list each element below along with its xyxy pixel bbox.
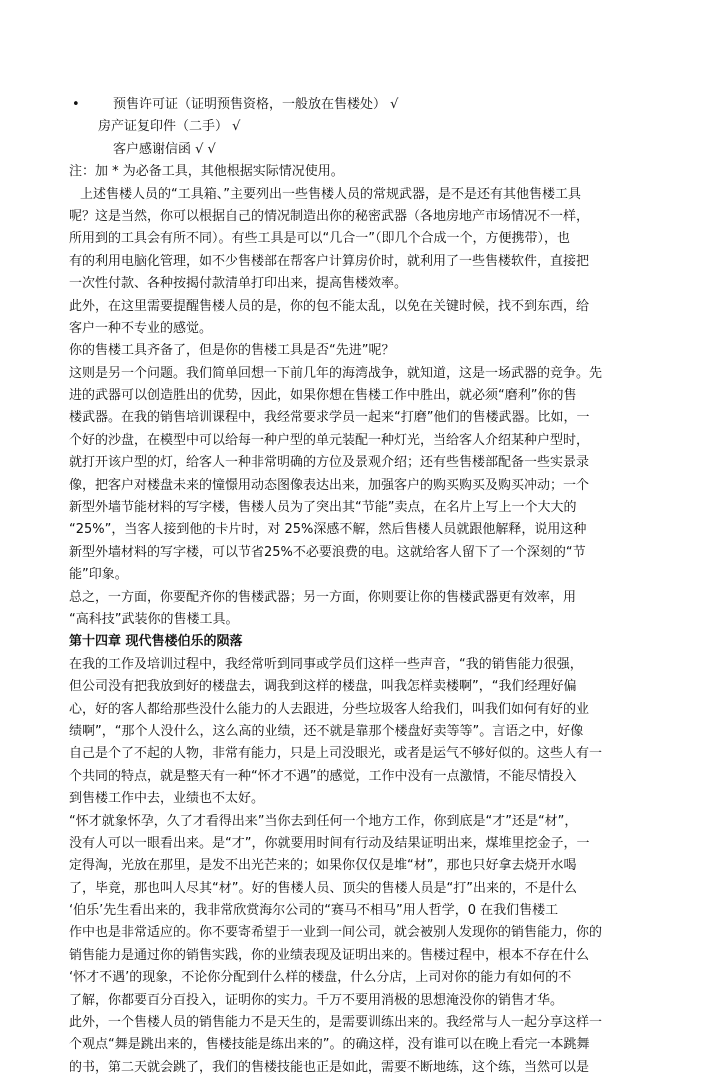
text-line: 在我的工作及培训过程中，我经常听到同事或学员们这样一些声音，“我的销售能力很强， xyxy=(69,656,583,672)
list-item xyxy=(69,94,641,116)
text-line: 了解，你都要百分百投入，证明你的实力。千万不要用消极的思想淹没你的销售才华。 xyxy=(69,992,564,1008)
text-line: 有的利用电脑化管理，如不少售楼部在帮客户计算房价时，就利用了一些售楼软件，直接把 xyxy=(69,253,590,269)
text-line: 个好的沙盘，在模型中可以给每一种户型的单元装配一种灯光，当给客人介绍某种户型时， xyxy=(69,432,590,448)
text-line: 上述售楼人员的“工具箱、”主要列出一些售楼人员的常规武器，是不是还有其他售楼工具 xyxy=(80,186,581,202)
text-line: 这则是另一个问题。我们简单回想一下前几年的海湾战争，就知道，这是一场武器的竞争。先 xyxy=(69,365,603,381)
text-line: 到售楼工作中去，业绩也不太好。 xyxy=(69,791,265,807)
list-item-text: 预售许可证（证明预售资格，一般放在售楼处） √ xyxy=(113,97,399,112)
text-line: 自己是个了不起的人物，非常有能力，只是上司没眼光，或者是运气不够好似的。这些人有一 xyxy=(69,746,603,762)
text-line: 个共同的特点，就是整天有一种“怀才不遇”的感觉，工作中没有一点激情，不能尽情投入 xyxy=(69,768,577,784)
text-line: 新型外墙节能材料的写字楼，售楼人员为了突出其“节能”卖点，在名片上写上一个大大的 xyxy=(69,500,577,516)
text-line: 个观点“舞是跳出来的，售楼技能是练出来的”。的确这样，没有谁可以在晚上看完一本跳舞 xyxy=(69,1037,590,1053)
text-line: 没有人可以一眼看出来。是“才”，你就要用时间有行动及结果证明出来，煤堆里挖金子，一 xyxy=(69,835,590,851)
text-line: ‘伯乐’先生看出来的，我非常欣赏海尔公司的“赛马不相马”用人哲学，0 在我们售楼工 xyxy=(69,903,559,919)
text-line: 一次性付款、各种按揭付款清单打印出来，提高售楼效率。 xyxy=(69,276,408,292)
text-line: 就打开该户型的灯，给客人一种非常明确的方位及景观介绍；还有些售楼部配备一些实景录 xyxy=(69,455,590,471)
text-line: 新型外墙材料的写字楼，可以节省25%不必要浪费的电。这就给客人留下了一个深刻的“节 xyxy=(69,544,586,560)
list-item: 客户感谢信函 √ √ xyxy=(113,141,216,157)
text-line: 销售能力是通过你的销售实践，你的业绩表现及证明出来的。售楼过程中，根本不存在什么 xyxy=(69,947,590,963)
text-line: 楼武器。在我的销售培训课程中，我经常要求学员一起来“打磨”他们的售楼武器。比如，一 xyxy=(69,410,590,426)
text-line: 但公司没有把我放到好的楼盘去，调我到这样的楼盘，叫我怎样卖楼啊”，“我们经理好偏 xyxy=(69,679,577,695)
text-line: 作中也是非常适应的。你不要寄希望于一业到一间公司，就会被别人发现你的销售能力，你的 xyxy=(69,925,603,941)
text-line: 了，毕竟，那也叫人尽其“材”。好的售楼人员、顶尖的售楼人员是“打”出来的，不是什么 xyxy=(69,880,577,896)
document-body xyxy=(69,94,641,1079)
text-line: 像，把客户对楼盘未来的憧憬用动态图像表达出来，加强客户的购买购买及购买冲动；一个 xyxy=(69,477,590,493)
text-line: 进的武器可以创造胜出的优势，因此，如果你想在售楼工作中胜出，就必须“磨利”你的售 xyxy=(69,388,577,404)
text-line: “怀才就象怀孕，久了才看得出来”当你去到任何一个地方工作，你到底是“才”还是“材”， xyxy=(69,813,578,829)
text-line: 心，好的客人都给那些没什么能力的人去跟进，分些垃圾客人给我们，叫我们如何有好的业 xyxy=(69,701,590,717)
list-item: 房产证复印件（二手） √ xyxy=(98,119,241,135)
text-line: 呢？这是当然，你可以根据自己的情况制造出你的秘密武器（各地房地产市场情况不一样， xyxy=(69,208,590,224)
text-line: 绩啊”，“那个人没什么，这么高的业绩，还不就是靠那个楼盘好卖等等”。言语之中，好像 xyxy=(69,723,584,739)
text-line: ‘怀才不遇’的现象，不论你分配到什么样的楼盘，什么分店，上司对你的能力有如何的不 xyxy=(69,970,572,986)
text-line: 总之，一方面，你要配齐你的售楼武器；另一方面，你则要让你的售楼武器更有效率，用 xyxy=(69,589,577,605)
text-line: 此外，在这里需要提醒售楼人员的是，你的包不能太乱，以免在关键时候，找不到东西，给 xyxy=(69,298,590,314)
text-line: “25%”，当客人接到他的卡片时，对 25%深感不解，然后售楼人员就跟他解释，说用这种 xyxy=(69,522,587,538)
text-line: 客户一种不专业的感觉。 xyxy=(69,320,213,336)
text-line: 的书，第二天就会跳了，我们的售楼技能也正是如此，需要不断地练，这个练，当然可以是 xyxy=(69,1059,590,1075)
note-line: 注：加 * 为必备工具，其他根据实际情况使用。 xyxy=(69,164,344,180)
chapter-heading: 第十四章 现代售楼伯乐的陨落 xyxy=(69,634,243,650)
bullet-icon: • xyxy=(72,97,80,112)
text-line: 此外，一个售楼人员的销售能力不是天生的，是需要训练出来的。我经常与人一起分享这样一 xyxy=(69,1015,603,1031)
text-line: 能”印象。 xyxy=(69,567,128,583)
text-line: 定得淘，光放在那里，是发不出光芒来的；如果你仅仅是堆“材”，那也只好拿去烧开水喝 xyxy=(69,858,577,874)
text-line: “高科技”武装你的售楼工具。 xyxy=(69,611,239,627)
text-line: 所用到的工具会有所不同）。有些工具是可以“几合一”（即几个合成一个，方便携带），也 xyxy=(69,231,570,247)
text-line: 你的售楼工具齐备了，但是你的售楼工具是否“先进”呢？ xyxy=(69,343,395,359)
